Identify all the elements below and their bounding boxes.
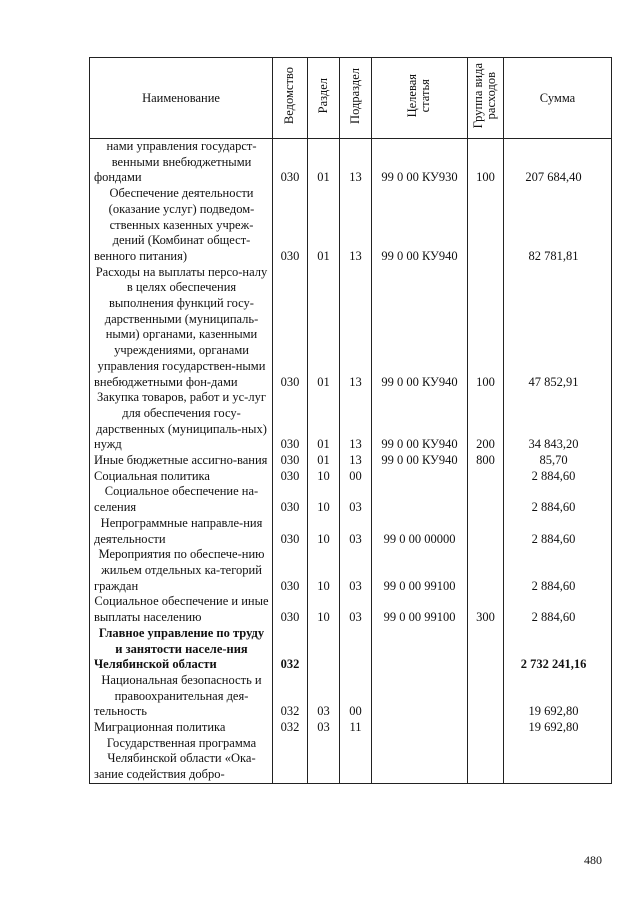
cell-target-article: 99 0 00 КУ940 (372, 390, 468, 453)
cell-name: Иные бюджетные ассигно-вания (90, 453, 273, 469)
cell-section: 10 (308, 484, 340, 515)
cell-section: 01 (308, 453, 340, 469)
cell-subsection: 13 (340, 186, 372, 265)
cell-section: 03 (308, 673, 340, 720)
table-row (90, 547, 612, 594)
cell-target-article: 99 0 00 КУ940 (372, 265, 468, 391)
cell-section: 10 (308, 469, 340, 485)
cell-expense-group (468, 720, 504, 736)
cell-department: 030 (273, 265, 308, 391)
cell-department: 030 (273, 469, 308, 485)
cell-expense-group (468, 736, 504, 784)
table-row (90, 265, 612, 391)
table-row (90, 673, 612, 720)
cell-department: 030 (273, 516, 308, 547)
cell-subsection: 03 (340, 594, 372, 625)
cell-subsection (340, 736, 372, 784)
cell-department: 032 (273, 626, 308, 673)
cell-subsection: 03 (340, 516, 372, 547)
cell-subsection: 13 (340, 265, 372, 391)
cell-sum: 85,70 (504, 453, 612, 469)
table-row (90, 139, 612, 187)
cell-expense-group: 300 (468, 594, 504, 625)
cell-name: Закупка товаров, работ и ус-луг для обеспечения госу-дарственных (муниципаль-ных) нужд (90, 390, 273, 453)
cell-subsection: 00 (340, 469, 372, 485)
cell-sum: 2 884,60 (504, 547, 612, 594)
cell-section: 10 (308, 594, 340, 625)
cell-section: 01 (308, 139, 340, 187)
header-subsection: Подраздел (340, 58, 372, 139)
cell-expense-group: 100 (468, 139, 504, 187)
cell-name: Национальная безопасность и правоохранительная дея-тельность (90, 673, 273, 720)
cell-section (308, 736, 340, 784)
cell-expense-group (468, 626, 504, 673)
cell-department: 030 (273, 547, 308, 594)
cell-target-article: 99 0 00 КУ930 (372, 139, 468, 187)
cell-name: Социальное обеспечение и иные выплаты населению (90, 594, 273, 625)
header-target-article: Целевая статья (372, 58, 468, 139)
cell-subsection: 13 (340, 139, 372, 187)
table-row (90, 736, 612, 784)
cell-sum: 2 884,60 (504, 594, 612, 625)
cell-target-article (372, 673, 468, 720)
cell-name: Социальная политика (90, 469, 273, 485)
cell-expense-group (468, 673, 504, 720)
table-row (90, 720, 612, 736)
header-section: Раздел (308, 58, 340, 139)
cell-subsection: 13 (340, 453, 372, 469)
cell-expense-group (468, 469, 504, 485)
page-number: 480 (584, 853, 602, 867)
cell-department (273, 736, 308, 784)
cell-section: 01 (308, 265, 340, 391)
cell-section (308, 626, 340, 673)
header-expense-group: Группа вида расходов (468, 58, 504, 139)
table-body (90, 139, 612, 784)
header-department: Ведомство (273, 58, 308, 139)
cell-target-article (372, 484, 468, 515)
cell-sum: 34 843,20 (504, 390, 612, 453)
table-row (90, 516, 612, 547)
cell-subsection: 03 (340, 484, 372, 515)
cell-target-article (372, 469, 468, 485)
cell-expense-group (468, 484, 504, 515)
cell-department: 032 (273, 720, 308, 736)
cell-section: 01 (308, 186, 340, 265)
table-row (90, 469, 612, 485)
cell-subsection: 03 (340, 547, 372, 594)
header-sum: Сумма (504, 58, 612, 139)
cell-sum: 47 852,91 (504, 265, 612, 391)
cell-target-article: 99 0 00 КУ940 (372, 453, 468, 469)
cell-expense-group (468, 547, 504, 594)
cell-name: Государственная программа Челябинской области «Ока-зание содействия добро- (90, 736, 273, 784)
cell-sum: 2 884,60 (504, 484, 612, 515)
cell-sum: 19 692,80 (504, 720, 612, 736)
cell-department: 030 (273, 594, 308, 625)
cell-department: 032 (273, 673, 308, 720)
budget-table (89, 57, 612, 784)
cell-subsection: 11 (340, 720, 372, 736)
cell-expense-group: 800 (468, 453, 504, 469)
cell-expense-group: 200 (468, 390, 504, 453)
cell-expense-group (468, 516, 504, 547)
cell-section: 03 (308, 720, 340, 736)
table-row (90, 390, 612, 453)
cell-subsection (340, 626, 372, 673)
cell-sum: 2 884,60 (504, 469, 612, 485)
cell-sum: 207 684,40 (504, 139, 612, 187)
cell-department: 030 (273, 139, 308, 187)
cell-subsection: 00 (340, 673, 372, 720)
cell-expense-group: 100 (468, 265, 504, 391)
cell-sum: 2 732 241,16 (504, 626, 612, 673)
cell-target-article: 99 0 00 КУ940 (372, 186, 468, 265)
cell-sum: 19 692,80 (504, 673, 612, 720)
cell-sum (504, 736, 612, 784)
cell-subsection: 13 (340, 390, 372, 453)
cell-name: Мероприятия по обеспече-нию жильем отдельных ка-тегорий граждан (90, 547, 273, 594)
cell-target-article: 99 0 00 99100 (372, 594, 468, 625)
cell-name: Главное управление по труду и занятости населе-ния Челябинской области (90, 626, 273, 673)
cell-name: Обеспечение деятельности (оказание услуг) подведом-ственных казенных учреж-дений (Комбинат общест-венного питания) (90, 186, 273, 265)
cell-expense-group (468, 186, 504, 265)
cell-target-article: 99 0 00 99100 (372, 547, 468, 594)
cell-section: 01 (308, 390, 340, 453)
table-header (90, 58, 612, 139)
table-row (90, 186, 612, 265)
cell-target-article (372, 626, 468, 673)
cell-name: Миграционная политика (90, 720, 273, 736)
table-row (90, 594, 612, 625)
table-row (90, 484, 612, 515)
cell-sum: 82 781,81 (504, 186, 612, 265)
cell-name: Социальное обеспечение на-селения (90, 484, 273, 515)
cell-name: Непрограммные направле-ния деятельности (90, 516, 273, 547)
cell-name: нами управления государст-венными внебюджетными фондами (90, 139, 273, 187)
cell-department: 030 (273, 390, 308, 453)
table-row (90, 453, 612, 469)
cell-target-article: 99 0 00 00000 (372, 516, 468, 547)
cell-department: 030 (273, 453, 308, 469)
cell-department: 030 (273, 186, 308, 265)
header-name: Наименование (90, 58, 273, 139)
cell-section: 10 (308, 547, 340, 594)
cell-sum: 2 884,60 (504, 516, 612, 547)
cell-section: 10 (308, 516, 340, 547)
table-row (90, 626, 612, 673)
cell-target-article (372, 720, 468, 736)
cell-target-article (372, 736, 468, 784)
cell-name: Расходы на выплаты персо-налу в целях обеспечения выполнения функций госу-дарственными (муниципаль-ными) органами, казенными учреждениями, органами управления государствен-ными внебюджетными фон-дами (90, 265, 273, 391)
cell-department: 030 (273, 484, 308, 515)
